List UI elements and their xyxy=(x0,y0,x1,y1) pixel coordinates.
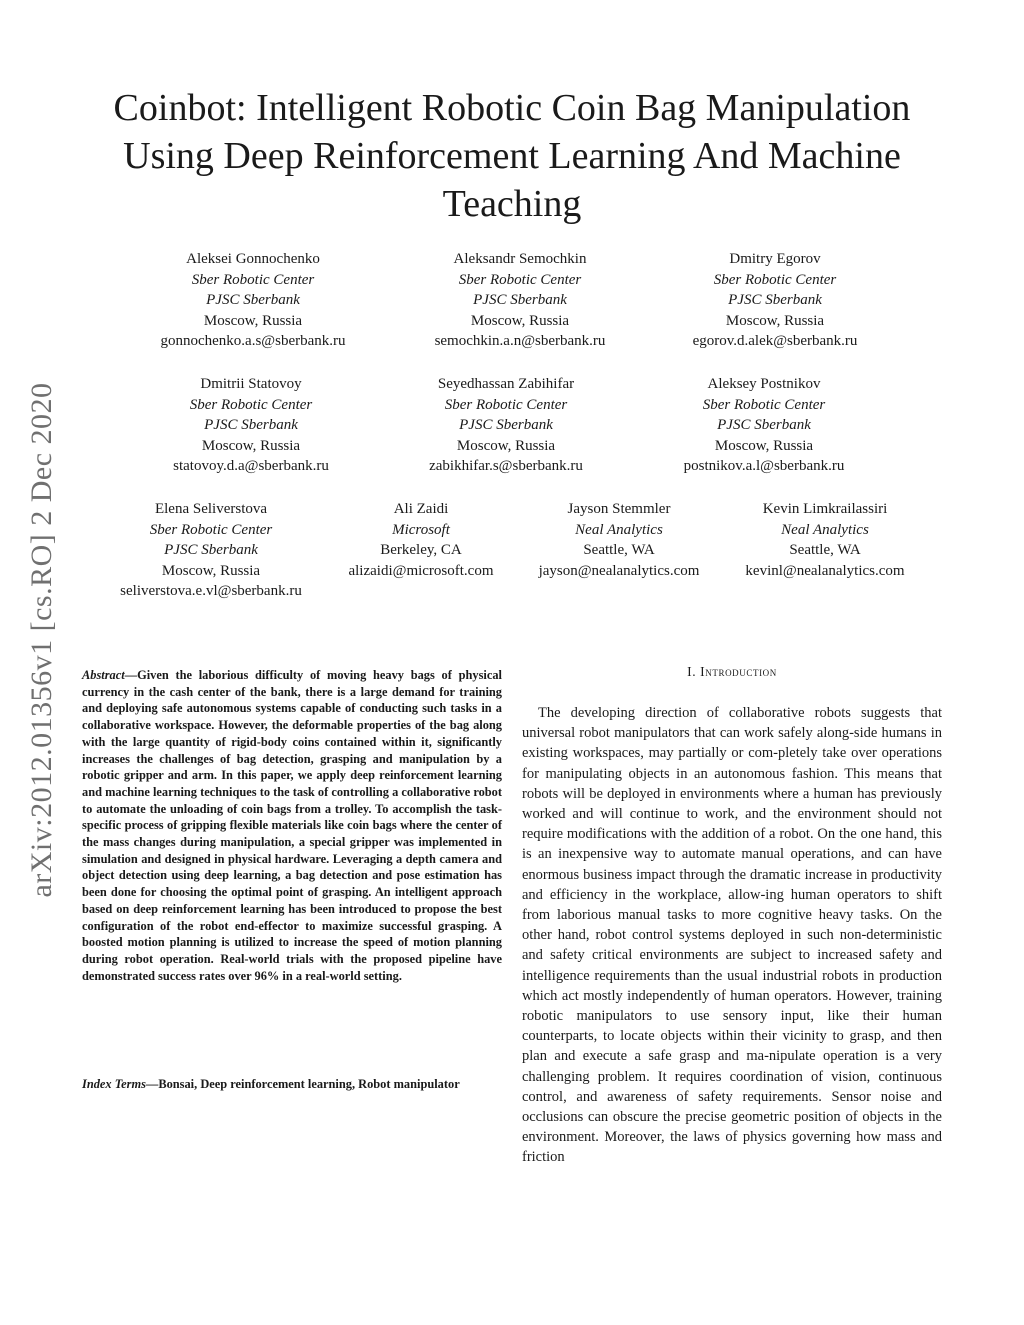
author-name: Elena Seliverstova xyxy=(154,501,268,517)
author-location: Moscow, Russia xyxy=(201,437,301,454)
author-email: alizaidi@microsoft.com xyxy=(348,562,494,579)
author-name: Dmitry Egorov xyxy=(729,251,821,267)
author-email: zabikhifar.s@sberbank.ru xyxy=(429,458,583,475)
author-affiliation: Neal Analytics xyxy=(575,521,663,538)
author-name: Kevin Limkrailassiri xyxy=(762,501,888,517)
author-organization: PJSC Sberbank xyxy=(728,292,822,309)
title-line: Coinbot: Intelligent Robotic Coin Bag Manipulation xyxy=(113,87,911,129)
author-affiliation: Sber Robotic Center xyxy=(189,396,313,413)
author-block xyxy=(131,374,371,477)
author-organization: PJSC Sberbank xyxy=(717,417,811,434)
author-email: postnikov.a.l@sberbank.ru xyxy=(683,458,845,475)
title-line: Using Deep Reinforcement Learning And Machine xyxy=(123,135,901,177)
author-email: semochkin.a.n@sberbank.ru xyxy=(434,333,606,350)
introduction-paragraph: The developing direction of collaborative robots suggests that universal robot manipulators that can work safely along-side humans in existing workspaces, may partially or com-pletely take over operations for manipulating objects in an autonomous fashion. This means that robots will be deployed in environments where a human has previously worked and will continue to work, and the environment should not require modifications with the addition of a robot. On the one hand, this is an inexpensive way to automate manual operations, and can have enormous business impact through the dramatic increase in productivity and efficiency in the workplace, allow-ing human operators to shift from laborious manual tasks to more cognitive heavy tasks. On the other hand, robot control systems deployed in such non-deterministic and safety critical environments are subject to increased safety and intelligence requirements than the usual industrial robots in production which act mostly independently of human operators. However, training robotic manipulators to use sensory input, like their human counterparts, to locate objects within their vicinity to grasp, and then plan and execute a safe grasp and ma-nipulate operation is a very challenging problem. It requires coordination of vision, continuous control, and awareness of safety requirements. Sensor noise and occlusions can obscure the precise geometric position of objects in the environment. Moreover, the laws of physics governing how mass and friction xyxy=(522,705,942,1166)
author-block xyxy=(400,249,640,352)
author-affiliation: Sber Robotic Center xyxy=(444,396,568,413)
author-block xyxy=(644,374,884,477)
author-location: Moscow, Russia xyxy=(456,437,556,454)
author-name: Seyedhassan Zabihifar xyxy=(437,376,575,392)
author-organization: Seattle, WA xyxy=(789,542,861,559)
author-location: Moscow, Russia xyxy=(203,312,303,329)
author-organization: Berkeley, CA xyxy=(380,542,462,559)
author-name: Aleksey Postnikov xyxy=(707,376,821,392)
author-email: kevinl@nealanalytics.com xyxy=(745,562,905,579)
author-affiliation: Microsoft xyxy=(392,521,450,538)
author-block xyxy=(705,499,945,581)
author-name: Aleksandr Semochkin xyxy=(453,251,587,267)
section-title: I. Introduction xyxy=(687,664,777,679)
author-location: Moscow, Russia xyxy=(161,562,261,579)
abstract xyxy=(82,667,502,984)
index-terms-text: —Bonsai, Deep reinforcement learning, Robot manipulator xyxy=(145,1077,460,1091)
title-line: Teaching xyxy=(442,183,582,225)
index-terms xyxy=(82,1076,502,1093)
section-heading xyxy=(522,664,942,680)
author-organization: PJSC Sberbank xyxy=(204,417,298,434)
author-email: statovoy.d.a@sberbank.ru xyxy=(173,458,329,475)
author-name: Jayson Stemmler xyxy=(567,501,671,517)
author-location: Moscow, Russia xyxy=(714,437,814,454)
author-affiliation: Sber Robotic Center xyxy=(149,521,273,538)
author-affiliation: Sber Robotic Center xyxy=(713,271,837,288)
author-email: seliverstova.e.vl@sberbank.ru xyxy=(120,583,302,600)
author-affiliation: Sber Robotic Center xyxy=(191,271,315,288)
author-email: jayson@nealanalytics.com xyxy=(538,562,700,579)
author-block xyxy=(655,249,895,352)
author-affiliation: Neal Analytics xyxy=(781,521,869,538)
author-block xyxy=(91,499,331,602)
author-block xyxy=(386,374,626,477)
author-organization: Seattle, WA xyxy=(583,542,655,559)
author-email: egorov.d.alek@sberbank.ru xyxy=(692,333,858,350)
author-block xyxy=(133,249,373,352)
author-affiliation: Sber Robotic Center xyxy=(458,271,582,288)
author-organization: PJSC Sberbank xyxy=(459,417,553,434)
abstract-text: —Given the laborious difficulty of moving heavy bags of physical currency in the cash center of the bank, there is a large demand for training and deploying safe autonomous systems capable of conducting such tasks in a collaborative workspace. However, the deformable properties of the bag along with the large quantity of rigid-body coins contained within it, significantly increases the challenges of bag detection, grasping and manipulation by a robotic gripper and arm. In this paper, we apply deep reinforcement learning and machine learning techniques to the task of controlling a collaborative robot to automate the unloading of coin bags from a trolley. To accomplish the task-specific process of gripping flexible materials like coin bags where the center of the mass changes during manipulation, a special gripper was implemented in simulation and designed in physical hardware. Leveraging a depth camera and object detection using deep learning, a bag detection and pose estimation has been done for choosing the optimal point of grasping. An intelligent approach based on deep reinforcement learning has been introduced to propose the best configuration of the robot end-effector to maximize successful grasping. A boosted motion planning is utilized to increase the speed of motion planning during robot operation. Real-world trials with the proposed pipeline have demonstrated success rates over 96% in a real-world setting. xyxy=(82,668,502,983)
author-organization: PJSC Sberbank xyxy=(206,292,300,309)
author-name: Aleksei Gonnochenko xyxy=(186,251,320,267)
author-location: Moscow, Russia xyxy=(470,312,570,329)
author-organization: PJSC Sberbank xyxy=(164,542,258,559)
index-terms-label: Index Terms xyxy=(82,1077,146,1091)
author-affiliation: Sber Robotic Center xyxy=(702,396,826,413)
abstract-label: Abstract xyxy=(82,668,125,682)
paper-title xyxy=(60,84,964,228)
author-name: Ali Zaidi xyxy=(393,501,449,517)
author-email: gonnochenko.a.s@sberbank.ru xyxy=(160,333,346,350)
author-block xyxy=(499,499,739,581)
author-name: Dmitrii Statovoy xyxy=(200,376,302,392)
author-organization: PJSC Sberbank xyxy=(473,292,567,309)
author-location: Moscow, Russia xyxy=(725,312,825,329)
arxiv-identifier: arXiv:2012.01356v1 [cs.RO] 2 Dec 2020 xyxy=(25,382,58,898)
